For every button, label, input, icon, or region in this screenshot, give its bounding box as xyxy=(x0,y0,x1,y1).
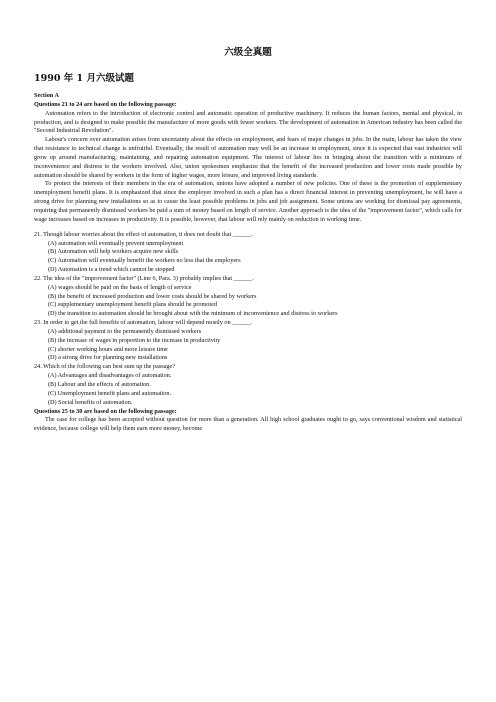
answer-option: (C) Automation will eventually benefit the workers no less that the employers xyxy=(48,257,241,265)
answer-option: (D) the transition to automation should be brought about with the minimum of inconvenience and distress to workers xyxy=(48,310,338,318)
passage1-heading: Questions 21 to 24 are based on the following passage: xyxy=(34,100,177,108)
answer-option: (B) Automation will help workers acquire new skills xyxy=(48,248,179,256)
answer-option: (D) a strong drive for planning new installations xyxy=(48,354,168,362)
passage1-paragraph: Labour's concern over automation arises from uncertainty about the effects on employment, and fears of major changes in jobs. In the main, labour has taken the view that resistance to technical change is unfruitful. Eventually, the result of automation may well be an increase in employment, since it is expected that vast industries will grow up around manufacturing, maintaining, and repairing automation equipment. The interest of labour lies in bringing about the transition with a minimum of inconvenience and distress to the workers involved. Also, union spokesmen emphasize that the benefit of the increased production and lower costs made possible by automation should be shared by workers in the form of higher wages, more leisure, and improved living standards. xyxy=(34,136,462,179)
answer-option: (B) the increase of wages in proportion to the increase in productivity xyxy=(48,336,221,344)
passage1-paragraph: Automation refers to the introduction of electronic control and automatic operation of productive machinery. It reduces the human factors, mental and physical, in production, and is designed to make possible the manufacture of more goods with fewer workers. The development of automation in American industry has been called the "Second Industrial Revolution". xyxy=(34,109,462,135)
exam-heading: 1990 年 1 月六级试题 xyxy=(34,73,134,84)
answer-option: (A) automation will eventually prevent unemployment xyxy=(48,239,184,247)
question-stem: 24. Which of the following can best sum up the passage? xyxy=(34,363,175,371)
passage2-heading: Questions 25 to 30 are based on the following passage: xyxy=(34,407,177,415)
answer-option: (B) Labour and the effects of automation. xyxy=(48,381,151,388)
answer-option: (A) Advantages and disadvantages of automation. xyxy=(48,372,172,380)
answer-option: (C) Unemployment benefit plans and automation. xyxy=(48,389,172,397)
question-stem: 23. In order to get the full benefits of automation, labour will depend mostly on ______. xyxy=(34,319,253,327)
answer-option: (A) wages should be paid on the basis of length of service xyxy=(48,283,192,291)
answer-option: (C) supplementary unemployment benefit plans should be promoted xyxy=(48,301,217,309)
answer-option: (A) additional payment to the permanently dismissed workers xyxy=(48,327,202,335)
passage1-paragraph: To protect the interests of their members in the era of automation, unions have adopted a number of new policies. One of these is the promotion of supplementary unemployment benefit plans. It is emphasized that since the employer involved in such a plan has a direct financial interest in preventing unemployment, he will have a strong drive for planning new installations so as to cause the least possible problems in jobs and job assignment. Some unions are working for dismissal pay agreements, requiring that permanently dismissed workers be paid a sum of money based on length of service. Another approach is the idea of the "improvement factor", which calls for wage increases based on increases in productivity. It is possible, however, that labour will rely mainly on reduction in working time. xyxy=(34,180,462,223)
question-stem: 22. The idea of the "improvement factor" (Line 6, Para. 3) probably implies that ______. xyxy=(34,274,254,282)
document-title: 六级全真题 xyxy=(224,47,272,58)
answer-option: (D) Social benefits of automation. xyxy=(48,398,133,406)
answer-option: (B) the benefit of increased production and lower costs should be shared by workers xyxy=(48,292,257,300)
passage2-paragraph: The case for college has been accepted without question for more than a generation. All high school graduates ought to go, says conventional wisdom and statistical evidence, because college will help them earn more money, become xyxy=(34,416,462,433)
question-stem: 21. Though labour worries about the effect of automation, it does not doubt that ______. xyxy=(34,230,253,238)
document-body xyxy=(34,92,462,434)
answer-option: (D) Automation is a trend which cannot be stopped xyxy=(48,266,175,274)
answer-option: (C) shorter working hours and more leisure time xyxy=(48,345,168,353)
section-label: Section A xyxy=(34,92,59,99)
